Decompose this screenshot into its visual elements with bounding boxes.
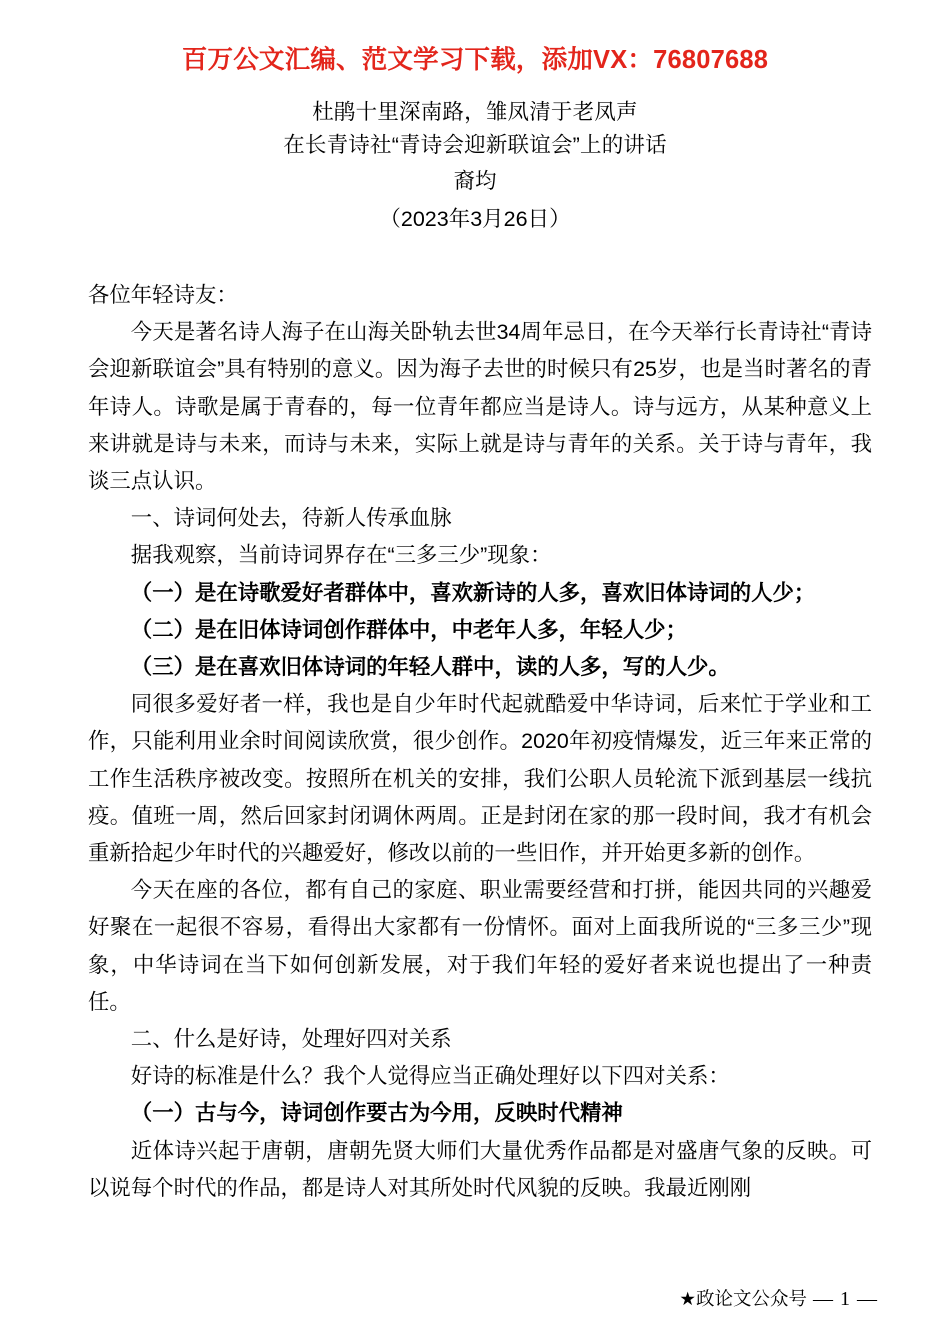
document-title-line-2: 在长青诗社“青诗会迎新联谊会”上的讲话 xyxy=(283,133,667,157)
paragraph-1: 今天是著名诗人海子在山海关卧轨去世34周年忌日，在今天举行长青诗社“青诗会迎新联谊会”具有特别的意义。因为海子去世的时候只有25岁，也是当时著名的青年诗人。诗歌是属于青春的，每一位青年都应当是诗人。诗与远方，从某种意义上来讲就是诗与未来，而诗与未来，实际上就是诗与青年的关系。关于诗与青年，我谈三点认识。 xyxy=(88,320,872,494)
section-heading-1: 一、诗词何处去，待新人传承血脉 xyxy=(130,506,452,531)
paragraph-4: 今天在座的各位，都有自己的家庭、职业需要经营和打拼，能因共同的兴趣爱好聚在一起很不容易，看得出大家都有一份情怀。面对上面我所说的“三多三少”现象，中华诗词在当下如何创新发展，对于我们年轻的爱好者来说也提出了一种责任。 xyxy=(88,878,872,1014)
list-item-4: （一）古与今，诗词创作要古为今用，反映时代精神 xyxy=(130,1101,623,1126)
list-item-3: （三）是在喜欢旧体诗词的年轻人群中，读的人多，写的人少。 xyxy=(130,655,730,680)
promo-banner: 百万公文汇编、范文学习下载，添加VX：76807688 xyxy=(181,46,769,74)
list-item-1: （一）是在诗歌爱好者群体中，喜欢新诗的人多，喜欢旧体诗词的人少； xyxy=(130,580,816,605)
paragraph-5: 好诗的标准是什么？我个人觉得应当正确处理好以下四对关系： xyxy=(130,1064,730,1089)
page-number: — 1 — xyxy=(813,1288,878,1310)
list-item-2: （二）是在旧体诗词创作群体中，中老年人多，年轻人少； xyxy=(130,617,687,642)
page-footer xyxy=(0,1286,950,1312)
paragraph-6: 近体诗兴起于唐朝，唐朝先贤大师们大量优秀作品都是对盛唐气象的反映。可以说每个时代的作品，都是诗人对其所处时代风貌的反映。我最近刚刚 xyxy=(88,1138,872,1200)
document-body xyxy=(88,277,872,1207)
document-author: 裔均 xyxy=(453,169,497,193)
section-heading-2: 二、什么是好诗，处理好四对关系 xyxy=(130,1027,452,1052)
title-block xyxy=(0,96,950,237)
document-title-line-1: 杜鹃十里深南路，雏凤清于老凤声 xyxy=(312,100,638,124)
salutation: 各位年轻诗友： xyxy=(88,283,238,307)
document-date: （2023年3月26日） xyxy=(379,207,571,231)
paragraph-2: 据我观察，当前诗词界存在“三多三少”现象： xyxy=(130,543,552,568)
paragraph-3: 同很多爱好者一样，我也是自少年时代起就酷爱中华诗词，后来忙于学业和工作，只能利用业余时间阅读欣赏，很少创作。2020年初疫情爆发，近三年来正常的工作生活秩序被改变。按照所在机关的安排，我们公职人员轮流下派到基层一线抗疫。值班一周，然后回家封闭调休两周。正是封闭在家的那一段时间，我才有机会重新拾起少年时代的兴趣爱好，修改以前的一些旧作，并开始更多新的创作。 xyxy=(88,692,872,866)
publisher-mark: ★政论文公众号 xyxy=(679,1288,807,1309)
